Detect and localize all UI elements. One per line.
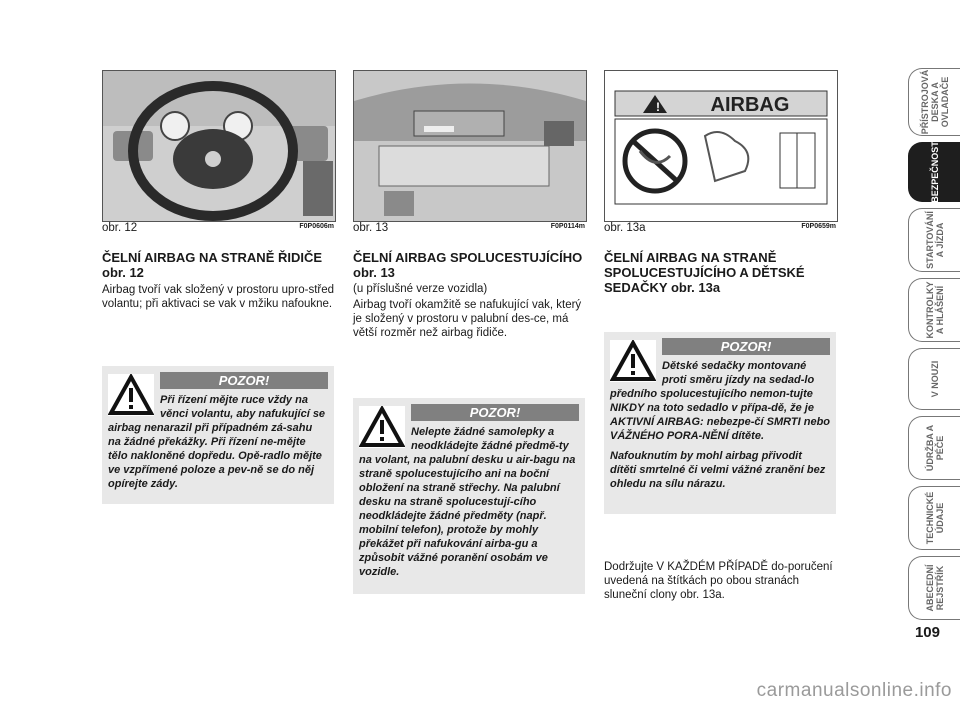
warning-text: Dětské sedačky montované proti směru jízdy na sedad-lo předního spolucestujícího nemon-tujte NIKDY na toto sedadlo v přípa-dě, že je AKTIVNÍ AIRBAG: nebezpe-čí SMRTI nebo VÁŽNÉHO PORA-NĚNÍ dítěte. (610, 360, 831, 442)
tab-label: BEZPEČNOST (929, 141, 940, 203)
figure-13-caption (353, 222, 585, 234)
warning-label: POZOR! (411, 404, 579, 421)
body-text: Airbag tvoří okamžitě se nafukující vak, který je složený v prostoru v palubní des-ce, má větší rozměr než airbag řidiče. (353, 299, 582, 339)
caption-text: obr. 13 (353, 222, 389, 234)
figure-12-caption (102, 222, 334, 234)
tab-abecedni-rejstrik[interactable] (908, 556, 960, 620)
figure-code: F0P0659m (801, 223, 836, 230)
warning-box (102, 366, 334, 504)
section-heading: ČELNÍ AIRBAG NA STRANĚ SPOLUCESTUJÍCÍHO A DĚTSKÉ SEDAČKY obr. 13a (604, 250, 805, 295)
page-number: 109 (914, 624, 940, 641)
tab-technicke-udaje[interactable] (908, 486, 960, 550)
warning-triangle-icon (108, 374, 154, 416)
warning-box (604, 332, 836, 514)
tab-v-nouzi[interactable] (908, 348, 960, 410)
section-heading: ČELNÍ AIRBAG NA STRANĚ ŘIDIČE obr. 12 (102, 250, 323, 280)
tab-startovani[interactable] (908, 208, 960, 272)
warning-triangle-icon (359, 406, 405, 448)
tab-label: ÚDRŽBA A PÉČE (924, 424, 945, 472)
column-3 (604, 250, 838, 298)
figure-13a-airbag-label (604, 70, 838, 222)
column-1 (102, 250, 336, 317)
tab-label: TECHNICKÉ ÚDAJE (924, 491, 945, 545)
tab-kontrolky[interactable] (908, 278, 960, 342)
body-text: Airbag tvoří vak složený v prostoru upro-střed volantu; při aktivaci se vak v mžiku nafoukne. (102, 284, 335, 310)
airbag-label-text: AIRBAG (710, 94, 790, 116)
tab-pristrojova-deska[interactable] (908, 68, 960, 136)
figure-code: F0P0114m (550, 223, 585, 230)
tab-label: STARTOVÁNÍ A JÍZDA (924, 211, 945, 269)
tab-udrzba[interactable] (908, 416, 960, 480)
tab-bezpecnost[interactable] (908, 142, 960, 202)
tab-label: KONTROLKY A HLÁŠENÍ (924, 281, 945, 339)
svg-text:!: ! (656, 100, 660, 114)
tab-label: V NOUZI (929, 360, 940, 398)
column-2 (353, 250, 587, 346)
tab-label: PŘÍSTROJOVÁ DESKA A OVLADAČE (919, 69, 950, 135)
figure-12-steering-wheel (102, 70, 336, 222)
caption-text: obr. 13a (604, 222, 646, 234)
warning-label: POZOR! (160, 372, 328, 389)
figure-code: F0P0606m (299, 223, 334, 230)
tab-label: ABECEDNÍ REJSTŘÍK (924, 564, 945, 612)
footer-text: Dodržujte V KAŽDÉM PŘÍPADĚ do-poručení uvedená na štítkách po obou stranách sluneční clony obr. 13a. (604, 561, 833, 601)
figure-13a-caption (604, 222, 836, 234)
section-heading: ČELNÍ AIRBAG SPOLUCESTUJÍCÍHO obr. 13 (353, 250, 583, 280)
warning-label: POZOR! (662, 338, 830, 355)
warning-text-2: Nafouknutím by mohl airbag přivodit dítěti smrtelné či velmi vážné zranění bez ohledu na sílu nárazu. (610, 450, 826, 490)
warning-text: Při řízení mějte ruce vždy na věnci volantu, aby nafukující se airbag nenarazil při případném zá-sahu na žádné překážky. Při řízení ne-mějte tělo nakloněné dopředu. Opě-radlo mějte ve vzpřímené poloze a pev-ně se do něj opírejte zády. (108, 394, 326, 490)
caption-text: obr. 12 (102, 222, 138, 234)
column-3-footer (604, 560, 838, 608)
warning-triangle-icon (610, 340, 656, 382)
watermark: carmanualsonline.info (756, 680, 952, 701)
chapter-tabs (908, 68, 960, 626)
figure-13-dashboard (353, 70, 587, 222)
warning-box (353, 398, 585, 594)
warning-text: Nelepte žádné samolepky a neodkládejte žádné předmě-ty na volant, na palubní desku u air-bagu na straně spolucestujícího ani na boční obložení na straně střechy. Na palubní desku na straně spolucestují-cího neodkládejte žádné předměty (např. mobilní telefon), protože by mohly překážet při nafukování airba-gu a způsobit vážné poranění osobám ve vozidle. (359, 426, 576, 578)
subheading: (u příslušné verze vozidla) (353, 283, 488, 295)
